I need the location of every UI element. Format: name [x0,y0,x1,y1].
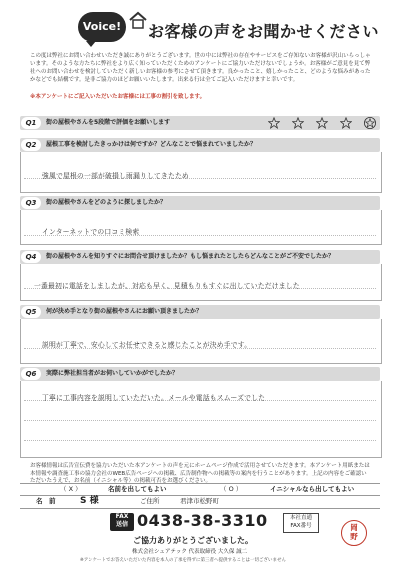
star-icon-circled[interactable] [364,117,376,129]
answer-text-q3: インターネットでの口コミ検索 [42,228,140,236]
question-text: 屋根工事を検討したきっかけは何ですか？どんなことで悩まれていましたか？ [46,141,257,148]
question-number: Q4 [21,251,41,263]
question-text: 街の屋根やさんをどのように探しましたか？ [46,199,167,206]
house-icon [128,10,148,30]
question-number: Q2 [21,139,41,151]
question-text: 街の屋根やさんを知りすぐにお問合せ頂けましたか？もし悩まれたとしたらどんなことがご不安でしたか？ [46,253,335,260]
name-stamp [341,520,367,546]
fax-label [283,513,319,533]
fax-badge-line1: FAX [115,513,129,520]
question-bar-q2 [20,138,380,152]
consent-option-1-mark[interactable]: （ X ） [60,485,82,493]
answer-line [24,420,376,421]
answer-text-q6: 丁寧に工事内容を説明していただいた。メールや電話もスムーズでした [42,394,266,402]
star-icon[interactable] [292,117,304,129]
question-number: Q3 [21,197,41,209]
fax-number: 0438-38-3310 [137,511,268,530]
answer-text-q4: 一番最初に電話をしましたが、対応も早く、見積もりもすぐに出していただけました [34,282,300,290]
answer-text-q5: 説明が丁寧で、安心してお任せできると感じたことが決め手です。 [42,341,252,349]
question-number: Q5 [21,306,41,318]
question-text: 何が決め手となり街の屋根やさんにお願い頂きましたか？ [46,308,203,315]
stamp-line1: 岡 [350,523,358,532]
question-bar-q5 [20,305,380,319]
intro-text: この度は弊社にお問い合わせいただき誠にありがとうございます。世の中には弊社の存在やサービスをご存知ないお客様が沢山いらっしゃいます。そのような方たちに弊社をより広く知っていただくためのアンケートにご協力いただけないでしょうか。お客様がご意見を見て弊社へのお問い合わせを検討していただく新しいお客様の参考にさせて頂きます。良かったこと、嬉しかったこと、どのような悩みがあったかなどでも結構です。是非ご協力のほどお願いいたします。出来る行は全てご記入いただけますと幸いです。 [30,53,371,83]
question-number: Q1 [21,117,41,129]
address-label: ご住所 [140,497,160,505]
address-value[interactable]: 君津市松野町 [180,497,219,505]
star-icon[interactable] [316,117,328,129]
fax-label-line2: FAX番号 [290,523,312,529]
name-value[interactable]: S 様 [80,496,99,506]
privacy-text: お客様情報は広告宣伝費を協力いただいた本アンケートの声を元にホームページ作成で活用させていただきます。本アンケート用紙または本情報や調査施工事の協力会社のWEB広告ページへの掲載、広告制作物への掲載等の案内を行うことがあります。上記の内容をご確認いただいたうえで、お名前（イニシャル等）の掲載可否をお選びください。 [30,463,370,484]
page-title: お客様の声をお聞かせください [148,22,380,41]
question-bar-q4 [20,250,380,264]
header [78,8,380,48]
star-icon[interactable] [268,117,280,129]
question-text: 街の屋根やさんを5段階で評価をお願いします [46,119,171,126]
fax-icon [110,513,134,531]
footnote: ※アンケートでお答えいただいた内容を本人の了承を得ずに第三者へ提供することは一切ございません [80,558,286,563]
question-bar-q6 [20,367,380,381]
customer-info-row [20,495,380,509]
fax-badge-line2: 送信 [115,521,128,528]
star-rating[interactable] [268,116,376,130]
question-bar-q1 [20,116,380,130]
question-bar-q3 [20,196,380,210]
discount-notice: ※本アンケートにご記入いただいたお客様には工事の割引を致します。 [30,94,206,100]
answer-line [24,440,376,441]
star-icon[interactable] [340,117,352,129]
stamp-line2: 野 [350,532,358,541]
question-number: Q6 [21,368,41,380]
question-text: 実際に弊社担当者がお伺いしていかがでしたか？ [46,370,179,377]
voice-badge: Voice! [78,12,126,42]
answer-text-q2: 強風で屋根の一部が破損し雨漏りしてきたため [42,172,189,180]
thanks-message: ご協力ありがとうございました。 [133,536,253,545]
consent-option-2-mark[interactable]: （ O ） [220,485,243,493]
name-label: 名 前 [36,497,56,505]
fax-label-line1: 本社直通 [289,515,312,521]
consent-option-1-label: 名前を出してもよい [108,485,167,493]
consent-option-2-label: イニシャルなら出してもよい [270,485,355,493]
company-name: 株式会社シェアテック 代表取締役 大久保 誠二 [132,549,248,555]
